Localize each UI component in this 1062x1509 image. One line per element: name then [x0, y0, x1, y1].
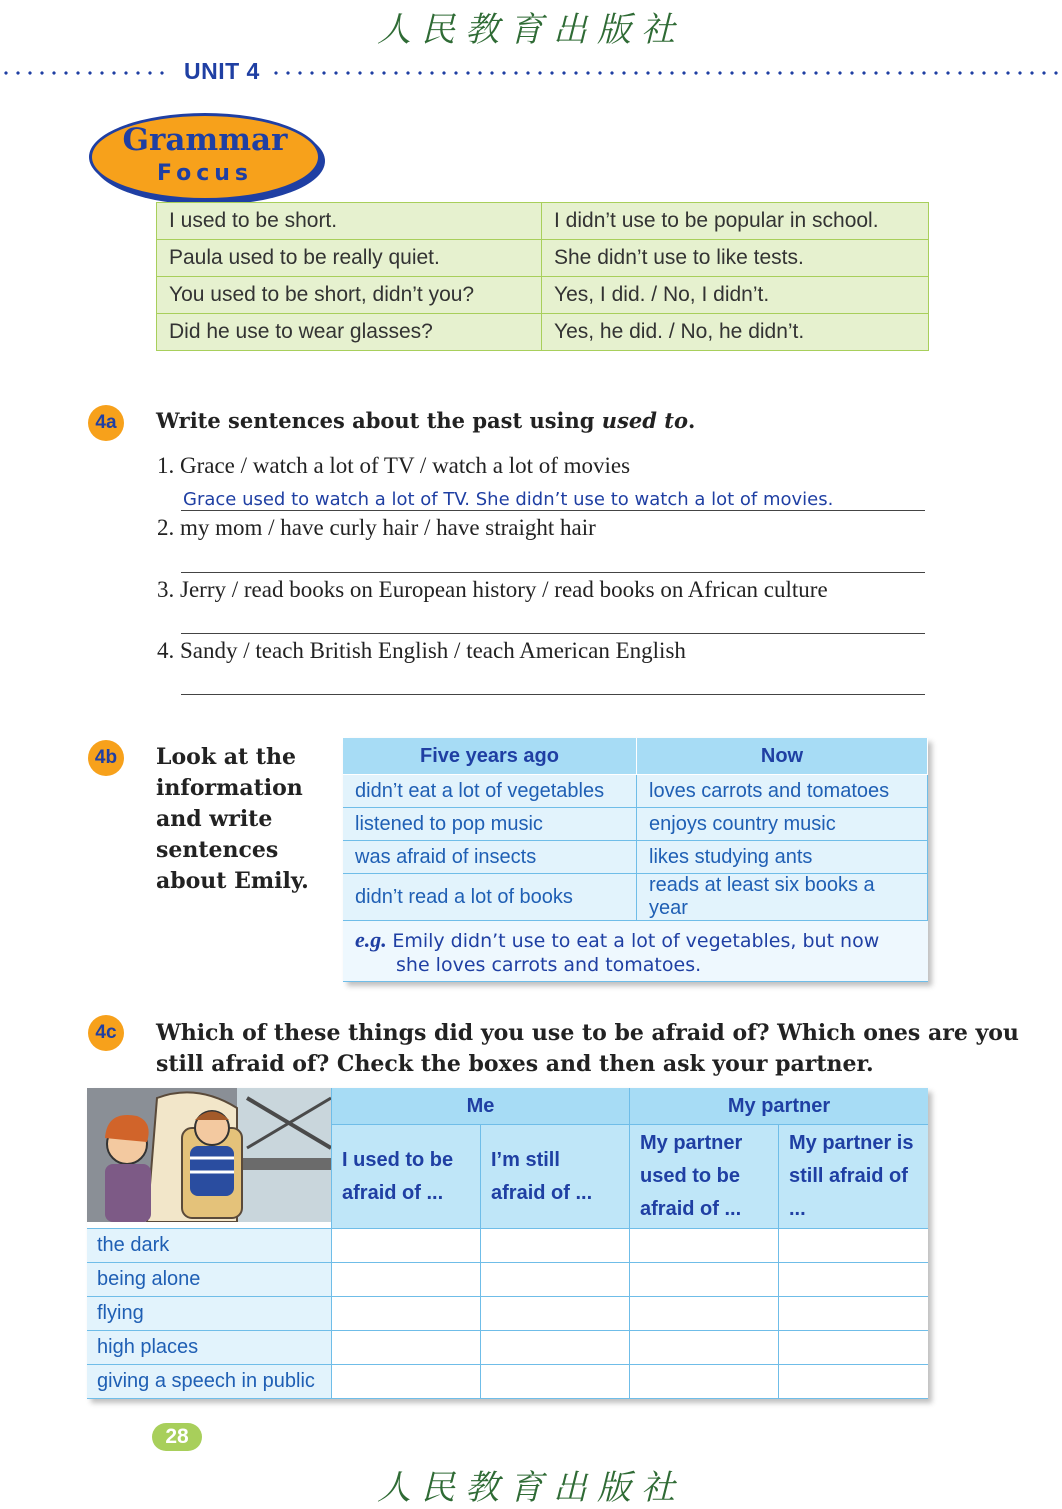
instruction-line: about Emily.: [156, 868, 309, 894]
table-row: [343, 808, 928, 841]
item-number: 4.: [157, 638, 175, 663]
fear-label: flying: [87, 1297, 332, 1331]
example-line-2: she loves carrots and tomatoes.: [396, 953, 702, 976]
header-line: My partner is: [789, 1132, 914, 1155]
grammar-cell: Yes, he did. / No, he didn’t.: [542, 314, 929, 351]
exercise-item-2: [157, 515, 596, 541]
header-five-years-ago: Five years ago: [343, 738, 637, 775]
checkbox-cell[interactable]: [332, 1229, 481, 1263]
checkbox-cell[interactable]: [779, 1263, 929, 1297]
unit-label: UNIT 4: [184, 58, 260, 84]
item-number: 1.: [157, 453, 175, 478]
grammar-focus-title: Grammar: [122, 122, 288, 158]
checkbox-cell[interactable]: [630, 1297, 779, 1331]
exercise-item-1: [157, 453, 630, 479]
checkbox-cell[interactable]: [630, 1331, 779, 1365]
header-line: I used to be: [342, 1148, 454, 1171]
table-row: [157, 240, 929, 277]
example-line-1: Emily didn’t use to eat a lot of vegetables, but now: [392, 929, 880, 952]
exercise-item-3: [157, 577, 828, 603]
grammar-focus-table: [156, 202, 929, 351]
table-cell: loves carrots and tomatoes: [637, 775, 928, 808]
fear-label: the dark: [87, 1229, 332, 1263]
fear-label: giving a speech in public: [87, 1365, 332, 1399]
table-row: [87, 1229, 928, 1263]
answer-line-4[interactable]: [181, 694, 925, 695]
table-cell: listened to pop music: [343, 808, 637, 841]
instruction-text: Write sentences about the past using: [156, 408, 602, 433]
instruction-line: Look at the: [156, 744, 296, 770]
grammar-cell: Paula used to be really quiet.: [157, 240, 542, 277]
table-row: [157, 314, 929, 351]
instruction-line: still afraid of? Check the boxes and then ask your partner.: [156, 1051, 874, 1077]
grammar-cell: Did he use to wear glasses?: [157, 314, 542, 351]
table-cell: reads at least six books a year: [637, 874, 928, 921]
item-prompt: Jerry / read books on European history / read books on African culture: [180, 577, 828, 602]
instruction-emphasis: used to: [601, 408, 688, 433]
header-partner-still-afraid: [779, 1125, 929, 1229]
grammar-focus-subtitle: Focus: [156, 161, 254, 186]
header-my-partner: My partner: [630, 1088, 929, 1125]
table-cell: was afraid of insects: [343, 841, 637, 874]
example-row: [343, 921, 928, 982]
item-number: 3.: [157, 577, 175, 602]
grammar-cell: I didn’t use to be popular in school.: [542, 203, 929, 240]
instruction-line: Which of these things did you use to be afraid of? Which ones are you: [156, 1020, 1019, 1046]
example-label: e.g.: [355, 926, 387, 952]
checkbox-cell[interactable]: [332, 1263, 481, 1297]
header-line: ...: [789, 1198, 806, 1221]
publisher-watermark-top: 人民教育出版社: [377, 10, 685, 50]
table-header-row: [87, 1088, 928, 1125]
section-4a-badge: 4a: [88, 405, 124, 441]
grammar-focus-badge: [89, 113, 321, 201]
table-row: [87, 1263, 928, 1297]
checkbox-cell[interactable]: [481, 1297, 630, 1331]
section-4b-instruction: [156, 742, 309, 897]
header-line: afraid of ...: [342, 1181, 444, 1204]
section-4c-badge: 4c: [88, 1015, 124, 1051]
header-line: afraid of ...: [491, 1181, 593, 1204]
header-line: afraid of ...: [640, 1198, 742, 1221]
checkbox-cell[interactable]: [779, 1365, 929, 1399]
answer-line-3[interactable]: [181, 633, 925, 634]
example-cell: [343, 921, 928, 982]
header-i-used-to-be-afraid: [332, 1125, 481, 1229]
answer-line-2[interactable]: [181, 572, 925, 573]
table-cell: enjoys country music: [637, 808, 928, 841]
table-row: [87, 1297, 928, 1331]
fear-label: high places: [87, 1331, 332, 1365]
answer-line-1[interactable]: [181, 510, 925, 511]
section-4b-badge: 4b: [88, 740, 124, 776]
header-line: used to be: [640, 1165, 741, 1188]
checkbox-cell[interactable]: [630, 1229, 779, 1263]
checkbox-cell[interactable]: [630, 1263, 779, 1297]
table-row: [343, 775, 928, 808]
checkbox-cell[interactable]: [630, 1365, 779, 1399]
table-cell: likes studying ants: [637, 841, 928, 874]
checkbox-cell[interactable]: [332, 1331, 481, 1365]
grammar-cell: You used to be short, didn’t you?: [157, 277, 542, 314]
table-row: [343, 874, 928, 921]
checkbox-cell[interactable]: [481, 1331, 630, 1365]
header-now: Now: [637, 738, 928, 775]
item-prompt: Grace / watch a lot of TV / watch a lot of movies: [180, 453, 631, 478]
item-prompt: Sandy / teach British English / teach American English: [180, 638, 686, 663]
instruction-line: and write: [156, 806, 273, 832]
nervous-passengers-illustration: [87, 1088, 331, 1222]
header-im-still-afraid: [481, 1125, 630, 1229]
table-row: [157, 277, 929, 314]
table-row: [87, 1331, 928, 1365]
checkbox-cell[interactable]: [481, 1229, 630, 1263]
header-line: I’m still: [491, 1148, 560, 1171]
publisher-watermark-bottom: 人民教育出版社: [377, 1468, 685, 1508]
header-partner-used-to-be-afraid: [630, 1125, 779, 1229]
table-cell: didn’t eat a lot of vegetables: [343, 775, 637, 808]
checkbox-cell[interactable]: [332, 1297, 481, 1331]
exercise-answer-1: Grace used to watch a lot of TV. She didn’t use to watch a lot of movies.: [183, 489, 834, 510]
fear-label: being alone: [87, 1263, 332, 1297]
table-row: [343, 841, 928, 874]
checkbox-cell[interactable]: [779, 1297, 929, 1331]
emily-info-table: [343, 738, 928, 982]
table-row: [157, 203, 929, 240]
checkbox-cell[interactable]: [481, 1263, 630, 1297]
instruction-text: .: [687, 408, 696, 433]
unit-dots-right: [270, 70, 1062, 76]
instruction-line: sentences: [156, 837, 279, 863]
section-4c-instruction: [156, 1018, 1019, 1080]
page-number: 28: [152, 1423, 202, 1451]
item-prompt: my mom / have curly hair / have straight hair: [180, 515, 596, 540]
checkbox-cell[interactable]: [779, 1229, 929, 1263]
item-number: 2.: [157, 515, 175, 540]
instruction-line: information: [156, 775, 303, 801]
grammar-cell: I used to be short.: [157, 203, 542, 240]
table-cell: didn’t read a lot of books: [343, 874, 637, 921]
afraid-of-table: [87, 1088, 928, 1399]
grammar-cell: Yes, I did. / No, I didn’t.: [542, 277, 929, 314]
checkbox-cell[interactable]: [332, 1365, 481, 1399]
header-line: My partner: [640, 1132, 743, 1155]
table-header-row: [343, 738, 928, 775]
header-line: still afraid of: [789, 1165, 908, 1188]
grammar-cell: She didn’t use to like tests.: [542, 240, 929, 277]
section-4a-instruction: [156, 408, 695, 433]
illustration-cell: [87, 1088, 332, 1229]
checkbox-cell[interactable]: [779, 1331, 929, 1365]
table-row: [87, 1365, 928, 1399]
header-me: Me: [332, 1088, 630, 1125]
checkbox-cell[interactable]: [481, 1365, 630, 1399]
exercise-item-4: [157, 638, 686, 664]
unit-dots-left: [0, 70, 172, 76]
